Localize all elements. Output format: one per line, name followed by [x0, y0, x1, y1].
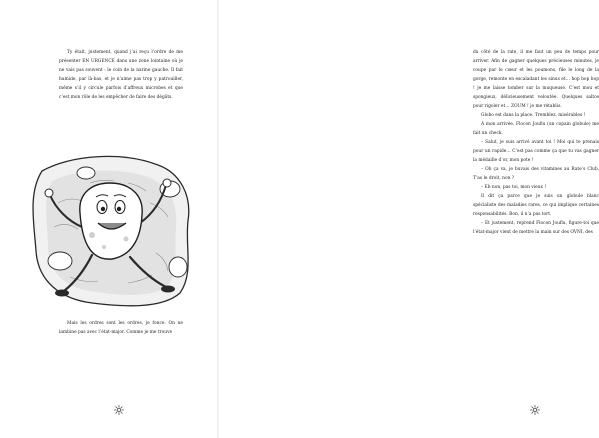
paragraph: – Oh ça va, je buvais des vitamines au Rate’s Club. T’as le droit, non ?: [473, 167, 599, 181]
paragraph: du côté de la rate, il me faut un peu de temps pour arriver. Afin de gagner quelques précieuses minutes, je coupe par le cœur et les poumons, file le long de la gorge, remonte en escaladant les sinus et… hop hop hop ! je me laisse tomber sur la muqueuse. C’est mou et spongieux, délicieusement veloutée. Quelques saltos pour rigoler et… ZOUM ! je me rétablis.: [473, 50, 599, 109]
globule-illustration: [30, 143, 200, 313]
right-text-column: [473, 48, 599, 237]
globule-foot-left: [55, 290, 69, 297]
paragraph: Globo est dans la place. Tremblez, misérables !: [481, 113, 586, 118]
globule-foot-right: [161, 286, 175, 293]
paragraph: – Salut, je suis arrivé avant toi ! Moi qui te prenais pour un rapide… C’est pas comme ça que tu vas gagner la médaille d’or, mon pote !: [473, 140, 599, 163]
right-page: [219, 0, 599, 438]
paragraph: – Eh non, pas toi, mon vieux !: [481, 185, 547, 190]
paragraph: Ty était, justement, quand j’ai reçu l’ordre de me présenter EN URGENCE dans une zone lointaine où je ne vais pas souvent : le coin de la narine gauche. Il fait humide, par là-bas, et je n’aime pas trop y patrouiller, même s’il y circule parfois d’affreux microbes et que c’est mon rôle de les empêcher de faire des dégâts.: [59, 50, 183, 100]
globule-hand-left: [45, 189, 53, 197]
paragraph: Mais les ordres sont les ordres, je fonce. On ne lambine pas avec l’état-major. Comme je me trouve: [59, 321, 183, 335]
left-page: [0, 0, 219, 438]
paragraph: Il dit ça parce que je suis un globule blanc spécialiste des maladies rares, ce qui implique certaines responsabilités. Bon, il n’a pas tort.: [473, 194, 599, 217]
globule-eye-right: [115, 201, 125, 214]
left-bottom-paragraph: [59, 319, 183, 337]
paragraph: À mon arrivée, Flocon Jouflu (un copain globule) me fait un check.: [473, 122, 599, 136]
flower-ornament-icon: [529, 404, 541, 416]
globule-eye-left: [97, 201, 107, 214]
flower-ornament-icon: [113, 404, 125, 416]
paragraph: – Et justement, reprend Flocon Jouflu, figure-toi que l’état-major vient de mettre la main sur des OVNI, des: [473, 221, 599, 235]
left-top-paragraph: [59, 48, 183, 102]
globule-hand-right: [163, 179, 171, 187]
